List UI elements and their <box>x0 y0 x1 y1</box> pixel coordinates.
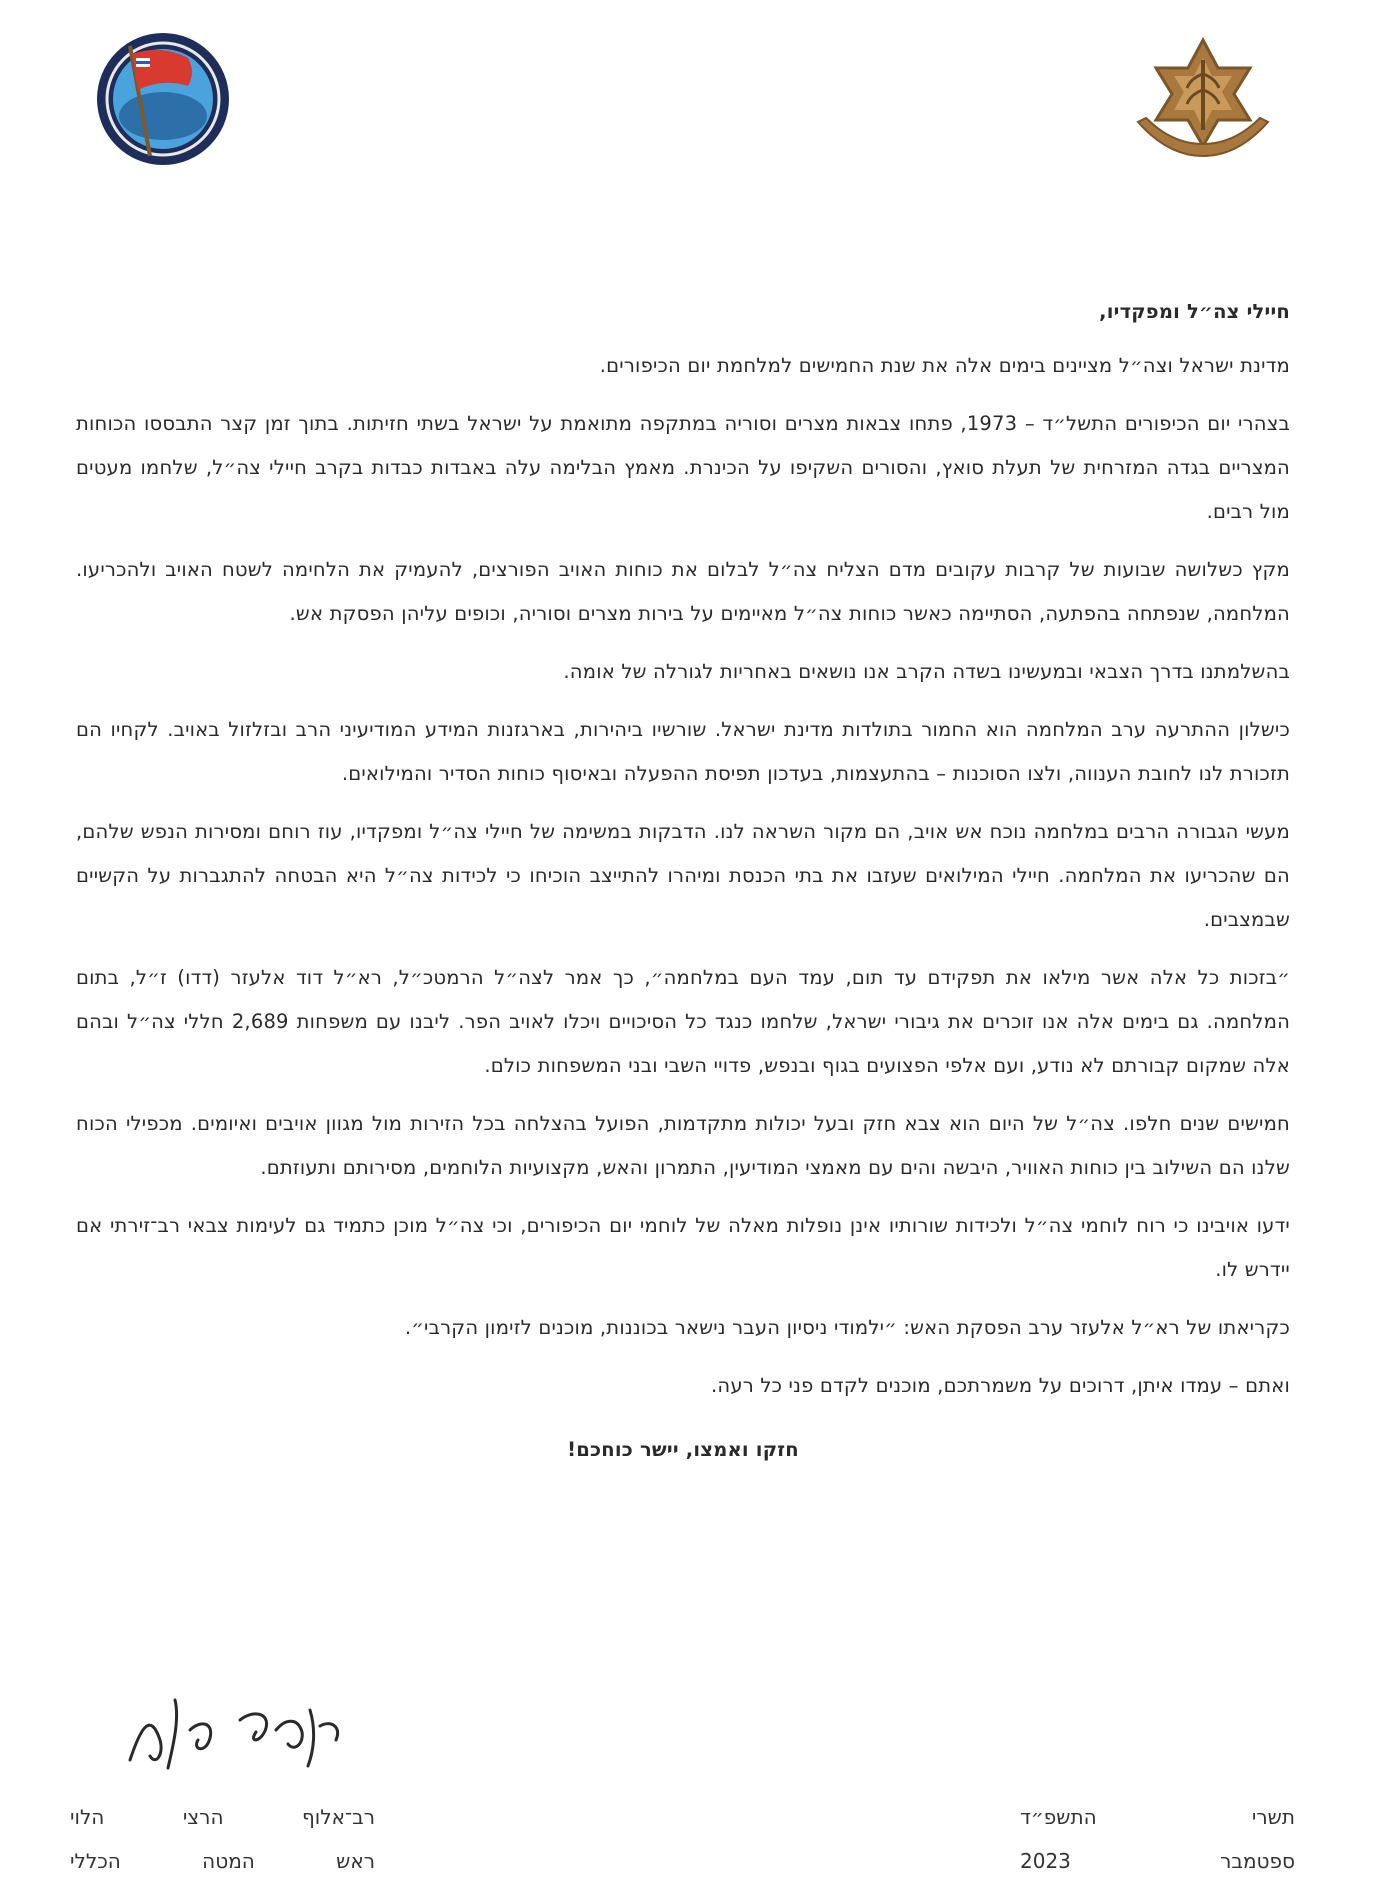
letter-paragraph: בצהרי יום הכיפורים התשל״ד – 1973, פתחו צבאות מצרים וסוריה במתקפה מתואמת על ישראל בשתי חזיתות. בתוך זמן קצר התבססו הכוחות המצריים בגדה המזרחית של תעלת סואץ, והסורים השקיפו על הכינרת. מאמץ הבלימה עלה באבדות כבדות בקרב חיילי צה״ל, שלחמו מעטים מול רבים. <box>76 412 1290 523</box>
letter-paragraph: ידעו אויבינו כי רוח לוחמי צה״ל ולכידות שורותיו אינן נופלות מאלה של לוחמי יום הכיפורים, וכי צה״ל מוכן כתמיד גם לעימות צבאי רב־זירתי אם יידרש לו. <box>76 1214 1290 1281</box>
letter-paragraph: מעשי הגבורה הרבים במלחמה נוכח אש אויב, הם מקור השראה לנו. הדבקות במשימה של חיילי צה״ל ומפקדיו, עוז רוחם ומסירות הנפש שלהם, הם שהכריעו את המלחמה. חיילי המילואים שעזבו את בתי הכנסת ומיהרו להתייצב הוכיחו כי לכידות צה״ל היא הבטחה להתגברות על הקשיים שבמצבים. <box>76 820 1290 931</box>
letter-paragraph: בהשלמתנו בדרך הצבאי ובמעשינו בשדה הקרב אנו נושאים באחריות לגורלה של אומה. <box>563 660 1290 683</box>
gregorian-date: ספטמבר 2023 <box>1020 1849 1295 1873</box>
letter-greeting: חיילי צה״ל ומפקדיו, <box>1099 300 1290 323</box>
letter-paragraph: מדינת ישראל וצה״ל מציינים בימים אלה את שנת החמישים למלחמת יום הכיפורים. <box>599 354 1290 377</box>
date-block <box>1020 1795 1295 1883</box>
letter-paragraph: ואתם – עמדו איתן, דרוכים על משמרתכם, מוכנים לקדם פני כל רעה. <box>711 1374 1290 1397</box>
letter-paragraph: ״בזכות כל אלה אשר מילאו את תפקידם עד תום, עמד העם במלחמה״, כך אמר לצה״ל הרמטכ״ל, רא״ל דוד אלעזר (דדו) ז״ל, בתום המלחמה. גם בימים אלה אנו זוכרים את גיבורי ישראל, שלחמו כנגד כל הסיכויים ויכלו לאויב הפר. ליבנו עם משפחות 2,689 חללי צה״ל ובהם אלה שמקום קבורתם לא נודע, ועם אלפי הפצועים בגוף ובנפש, פדויי השבי ובני המשפחות כולם. <box>76 966 1291 1077</box>
handwritten-signature <box>120 1670 350 1780</box>
letter-closing: חזקו ואמצו, יישר כוחכם! <box>567 1438 799 1461</box>
hebrew-date: תשרי התשפ״ד <box>1020 1805 1295 1829</box>
letter-paragraph: כישלון ההתרעה ערב המלחמה הוא החמור בתולדות מדינת ישראל. שורשיו ביהירות, בארגזנות המידע המודיעיני הרב ובזלזול באויב. לקחיו הם תזכורת לנו לחובת הענווה, ולצו הסוכנות – בהתעצמות, בעדכון תפיסת ההפעלה ובאיסוף כוחות הסדיר והמילואים. <box>76 718 1290 785</box>
idf-emblem-icon <box>1128 34 1278 169</box>
letter-paragraph: כקריאתו של רא״ל אלעזר ערב הפסקת האש: ״ילמודי ניסיון העבר נישאר בכוננות, מוכנים לזימון הקרבי״. <box>404 1316 1290 1339</box>
signatory-name: רב־אלוף הרצי הלוי <box>70 1805 375 1829</box>
letter-body <box>76 290 1290 1486</box>
signatory-title: ראש המטה הכללי <box>70 1849 375 1873</box>
signatory-block <box>70 1795 375 1883</box>
letter-paragraph: מקץ כשלושה שבועות של קרבות עקובים מדם הצליח צה״ל לבלום את כוחות האויב הפורצים, להעמיק את הלחימה לשטח האויב ולהכריעו. המלחמה, שנפתחה בהפתעה, הסתיימה כאשר כוחות צה״ל מאיימים על בירות מצרים וסוריה, וכופים עליהן הפסקת אש. <box>76 558 1290 625</box>
veterans-flag-badge-icon <box>92 28 234 170</box>
letter-paragraph: חמישים שנים חלפו. צה״ל של היום הוא צבא חזק ובעל יכולות מתקדמות, הפועל בהצלחה בכל הזירות מול מגוון אויבים ואיומים. מכפילי הכוח שלנו הם השילוב בין כוחות האוויר, היבשה והים עם מאמצי המודיעין, התמרון והאש, מקצועיות הלוחמים, מסירותם ותעוזתם. <box>76 1112 1290 1179</box>
